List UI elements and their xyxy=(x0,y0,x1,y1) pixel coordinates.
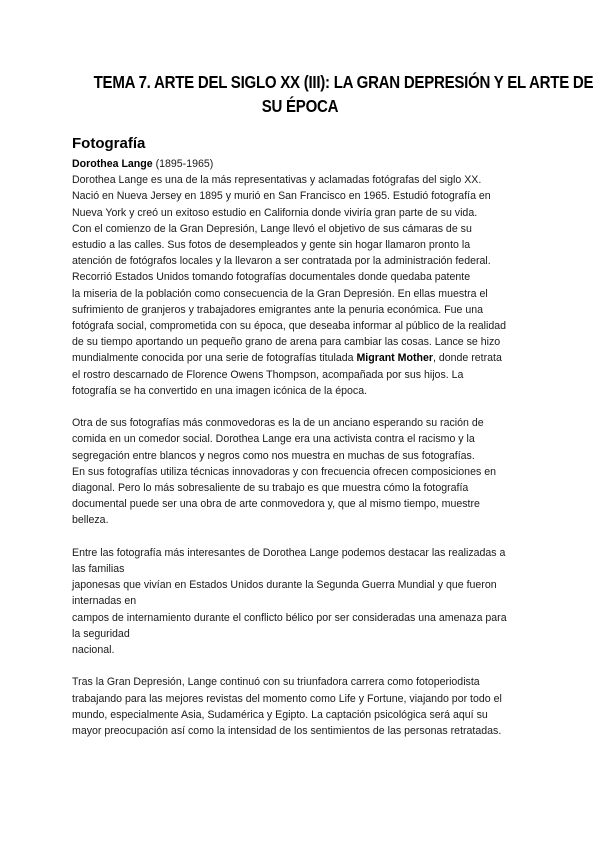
text-line: el rostro descarnado de Florence Owens Thompson, acompañada por sus hijos. La xyxy=(72,368,464,381)
section-heading: Fotografía xyxy=(72,135,146,152)
text-line: de su tiempo aportando un pequeño grano de arena para cambiar las cosas. Lance se hizo xyxy=(72,336,501,349)
text-line: comida en un comedor social. Dorothea Lange era una activista contra el racismo y la xyxy=(72,433,475,446)
text-line: las familias xyxy=(72,563,125,576)
text-line: Dorothea Lange es una de la más representativas y aclamadas fotógrafas del siglo XX. xyxy=(72,174,482,187)
paragraph-2 xyxy=(72,415,542,528)
text-line: segregación entre blancos y negros como nos muestra en muchas de sus fotografías. xyxy=(72,449,475,462)
paragraph-gap xyxy=(72,658,542,674)
text-line: En sus fotografías utiliza técnicas innovadoras y con frecuencia ofrecen composiciones en xyxy=(72,465,496,478)
text-line: japonesas que vivían en Estados Unidos durante la Segunda Guerra Mundial y que fueron xyxy=(72,579,497,592)
text-line: Otra de sus fotografías más conmovedoras es la de un anciano esperando su ración de xyxy=(72,417,484,430)
photo-series-title: Migrant Mother xyxy=(356,352,433,365)
paragraph-1 xyxy=(72,172,542,399)
text-line: documental puede ser una obra de arte conmovedora y, que al mismo tiempo, muestre xyxy=(72,498,480,511)
text-line: la miseria de la población como consecuencia de la Gran Depresión. En ellas muestra el xyxy=(72,287,488,300)
author-name: Dorothea Lange xyxy=(72,158,153,170)
paragraph-gap xyxy=(72,529,542,545)
paragraph-4 xyxy=(72,674,542,739)
text-line: trabajando para las mejores revistas del momento como Life y Fortune, viajando por todo el xyxy=(72,692,502,705)
text-line: sufrimiento de granjeros y trabajadores emigrantes ante la penuria económica. Fue una xyxy=(72,303,484,316)
text-line: Nació en Nueva Jersey en 1895 y murió en San Francisco en 1965. Estudió fotografía en xyxy=(72,190,491,203)
text-line: Tras la Gran Depresión, Lange continuó con su triunfadora carrera como fotoperiodista xyxy=(72,676,480,689)
text-line: estudio a las calles. Sus fotos de desempleados y gente sin hogar llamaron pronto la xyxy=(72,239,471,252)
paragraph-gap xyxy=(72,399,542,415)
text-line: fotografía se ha convertido en una imagen icónica de la época. xyxy=(72,384,368,397)
text-line: mundo, especialmente Asia, Sudamérica y Egipto. La captación psicológica será aquí su xyxy=(72,708,488,721)
text-segment: mundialmente conocida por una serie de fotografías titulada xyxy=(72,352,357,365)
paragraph-3 xyxy=(72,545,542,658)
text-line: Entre las fotografía más interesantes de Dorothea Lange podemos destacar las realizadas a xyxy=(72,546,506,559)
text-line-with-bold xyxy=(72,350,542,366)
document-body xyxy=(72,156,542,739)
text-line: atención de fotógrafos locales y la llevaron a ser contratada por la administración federal. xyxy=(72,255,491,268)
text-line: nacional. xyxy=(72,644,115,657)
text-line: campos de internamiento durante el conflicto bélico por ser consideradas una amenaza para xyxy=(72,611,507,624)
document-title xyxy=(93,70,594,118)
title-line-2: SU ÉPOCA xyxy=(261,96,339,116)
text-line: diagonal. Pero lo más sobresaliente de su trabajo es que muestra cómo la fotografía xyxy=(72,482,469,495)
author-dates: (1895-1965) xyxy=(152,158,214,170)
text-line: mayor preocupación así como la intensidad de los sentimientos de las personas retratadas. xyxy=(72,725,502,738)
text-line: la seguridad xyxy=(72,627,130,640)
text-line: belleza. xyxy=(72,514,109,527)
text-line: Con el comienzo de la Gran Depresión, Lange llevó el objetivo de sus cámaras de su xyxy=(72,222,472,235)
text-line: fotógrafa social, comprometida con su época, que deseaba informar al público de la realidad xyxy=(72,320,507,333)
title-line-1: TEMA 7. ARTE DEL SIGLO XX (III): LA GRAN DEPRESIÓN Y EL ARTE DE xyxy=(93,72,594,92)
text-segment: , donde retrata xyxy=(432,352,502,365)
intro-line xyxy=(72,156,542,172)
text-line: Recorrió Estados Unidos tomando fotografías documentales donde quedaba patente xyxy=(72,271,471,284)
text-line: Nueva York y creó un exitoso estudio en California donde viviría gran parte de su vida. xyxy=(72,206,478,219)
text-line: internadas en xyxy=(72,595,137,608)
